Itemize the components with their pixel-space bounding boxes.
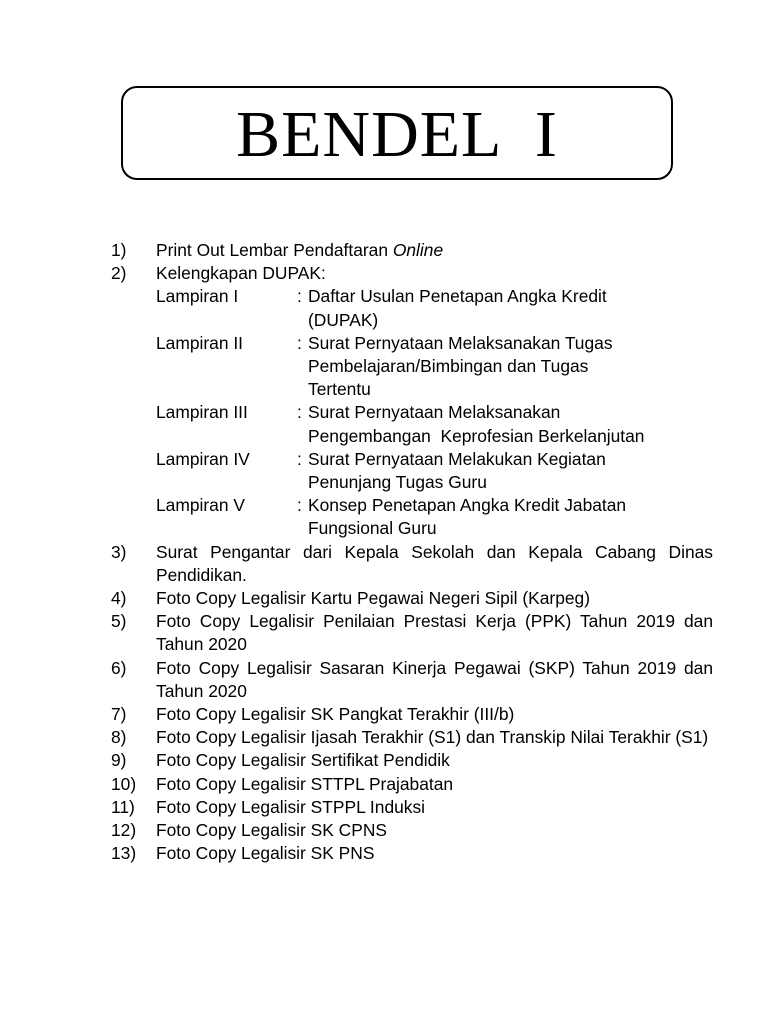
lampiran-line: Konsep Penetapan Angka Kredit Jabatan <box>308 495 627 516</box>
lampiran-line: Daftar Usulan Penetapan Angka Kredit <box>308 286 607 307</box>
lampiran-colon: : <box>297 332 302 353</box>
lampiran-text <box>308 332 713 402</box>
list-item-1 <box>111 239 713 262</box>
item-text: Foto Copy Legalisir Penilaian Prestasi Kerja (PPK) Tahun 2019 dan Tahun 2020 <box>156 611 713 655</box>
lampiran-5 <box>156 494 713 540</box>
list-item-12 <box>111 819 713 842</box>
item-text: Foto Copy Legalisir Ijasah Terakhir (S1) dan Transkip Nilai Terakhir (S1) <box>156 727 709 748</box>
list-item-8 <box>111 726 713 749</box>
item-text: Foto Copy Legalisir STPPL Induksi <box>156 796 426 817</box>
lampiran-text <box>308 494 713 540</box>
lampiran-line: (DUPAK) <box>308 309 379 330</box>
lampiran-text <box>308 401 713 447</box>
lampiran-label: Lampiran II <box>156 332 243 353</box>
item-text: Foto Copy Legalisir Kartu Pegawai Negeri Sipil (Karpeg) <box>156 588 591 609</box>
item-number: 8) <box>111 727 127 748</box>
lampiran-line: Pembelajaran/Bimbingan dan Tugas <box>308 356 589 377</box>
lampiran-colon: : <box>297 448 302 469</box>
item-number: 12) <box>111 820 137 841</box>
item-text <box>156 239 713 262</box>
list-item-5 <box>111 610 713 656</box>
lampiran-text <box>308 285 713 331</box>
item-text: Foto Copy Legalisir Sertifikat Pendidik <box>156 750 450 771</box>
lampiran-line: Surat Pernyataan Melaksanakan <box>308 402 561 423</box>
item-text-emphasis: Online <box>392 240 444 260</box>
lampiran-line: Tertentu <box>308 379 371 400</box>
lampiran-label: Lampiran IV <box>156 448 250 469</box>
item-text: Foto Copy Legalisir SK CPNS <box>156 820 388 841</box>
item-text: Kelengkapan DUPAK: <box>156 263 326 284</box>
lampiran-2 <box>156 332 713 402</box>
item-number: 4) <box>111 588 127 609</box>
item-number: 3) <box>111 541 127 562</box>
list-item-7 <box>111 703 713 726</box>
item-number: 11) <box>111 796 135 817</box>
lampiran-1 <box>156 285 713 331</box>
item-number: 7) <box>111 704 127 725</box>
lampiran-4 <box>156 448 713 494</box>
lampiran-colon: : <box>297 402 302 423</box>
item-text-main: Print Out Lembar Pendaftaran <box>156 240 393 260</box>
list-item-2 <box>111 262 713 285</box>
item-text: Foto Copy Legalisir STTPL Prajabatan <box>156 773 454 794</box>
lampiran-3 <box>156 401 713 447</box>
lampiran-line: Fungsional Guru <box>308 518 437 539</box>
item-number: 5) <box>111 611 127 632</box>
lampiran-line: Penunjang Tugas Guru <box>308 472 487 493</box>
lampiran-colon: : <box>297 495 302 516</box>
item-text: Surat Pengantar dari Kepala Sekolah dan Kepala Cabang Dinas Pendidikan. <box>156 541 713 585</box>
item-number: 10) <box>111 773 137 794</box>
item-number: 9) <box>111 750 127 771</box>
item-number: 2) <box>111 263 127 284</box>
lampiran-label: Lampiran V <box>156 495 245 516</box>
lampiran-colon: : <box>297 286 302 307</box>
item-number: 1) <box>111 240 127 260</box>
list-item-9 <box>111 749 713 772</box>
lampiran-label: Lampiran I <box>156 286 239 307</box>
lampiran-label: Lampiran III <box>156 402 248 423</box>
lampiran-line: Surat Pernyataan Melakukan Kegiatan <box>308 448 606 469</box>
item-number: 6) <box>111 657 127 678</box>
list-item-6 <box>111 657 713 703</box>
page-title: BENDEL I <box>236 98 558 171</box>
list-item-3 <box>111 541 713 587</box>
list-item-13 <box>111 842 713 865</box>
title-box <box>121 86 673 180</box>
lampiran-line: Pengembangan Keprofesian Berkelanjutan <box>308 425 645 446</box>
list-item-11 <box>111 796 713 819</box>
item-text: Foto Copy Legalisir SK Pangkat Terakhir (III/b) <box>156 704 515 725</box>
lampiran-line: Surat Pernyataan Melaksanakan Tugas <box>308 332 613 353</box>
list-item-4 <box>111 587 713 610</box>
list-item-10 <box>111 773 713 796</box>
lampiran-text <box>308 448 713 494</box>
requirements-list <box>111 239 713 865</box>
item-text: Foto Copy Legalisir Sasaran Kinerja Pegawai (SKP) Tahun 2019 dan Tahun 2020 <box>156 657 713 701</box>
item-number: 13) <box>111 843 137 864</box>
item-text: Foto Copy Legalisir SK PNS <box>156 843 375 864</box>
